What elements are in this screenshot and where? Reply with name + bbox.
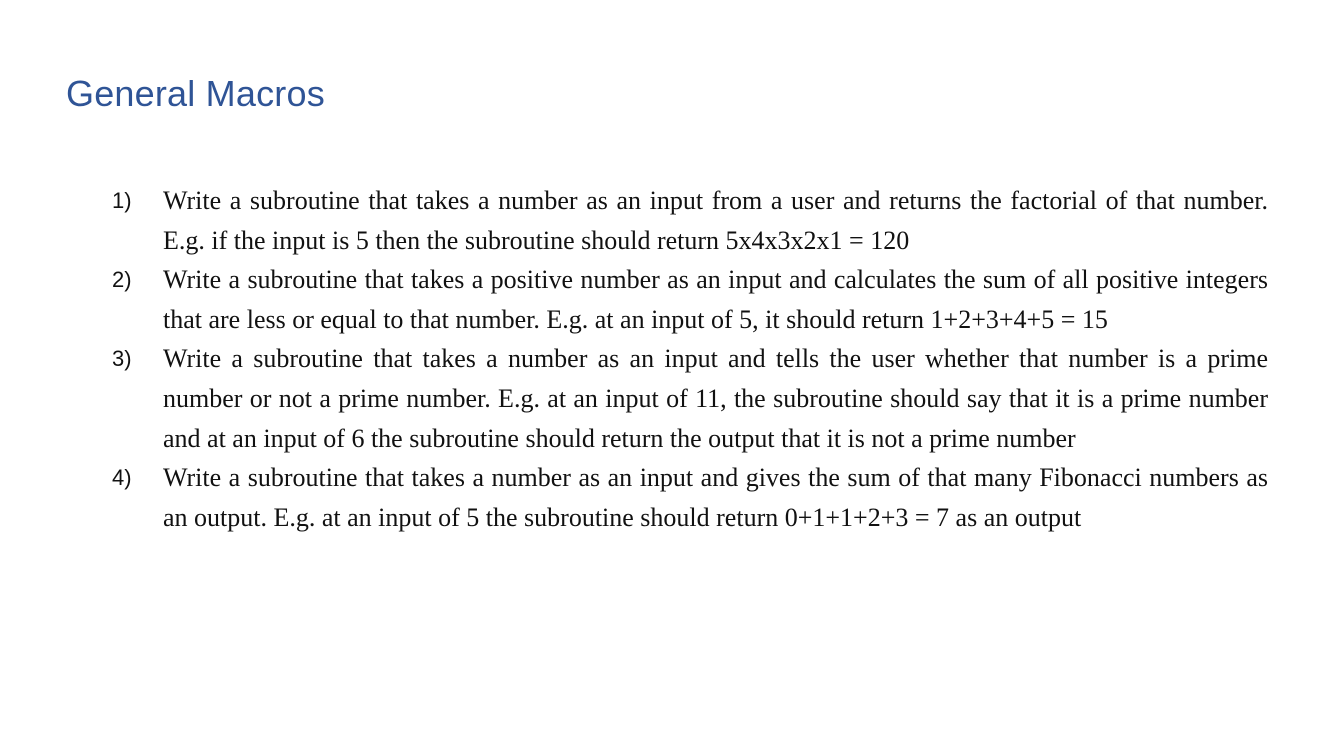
- list-item: [112, 339, 1268, 458]
- item-text: Write a subroutine that takes a number as an input and gives the sum of that many Fibonacci numbers as an output. E.g. at an input of 5 the subroutine should return 0+1+1+2+3 = 7 as an output: [163, 463, 1268, 532]
- task-list: [112, 181, 1268, 537]
- list-item: [112, 458, 1268, 537]
- item-text: Write a subroutine that takes a positive number as an input and calculates the sum of all positive integers that are less or equal to that number. E.g. at an input of 5, it should return 1+2+3+4+5 = 15: [163, 265, 1268, 334]
- list-item: [112, 181, 1268, 260]
- item-number: 4): [112, 465, 132, 491]
- item-number: 3): [112, 346, 132, 372]
- list-item: [112, 260, 1268, 339]
- item-text: Write a subroutine that takes a number as an input from a user and returns the factorial of that number. E.g. if the input is 5 then the subroutine should return 5x4x3x2x1 = 120: [163, 186, 1268, 255]
- item-text: Write a subroutine that takes a number as an input and tells the user whether that number is a prime number or not a prime number. E.g. at an input of 11, the subroutine should say that it is a prime number and at an input of 6 the subroutine should return the output that it is not a prime number: [163, 344, 1268, 453]
- item-number: 2): [112, 267, 132, 293]
- item-number: 1): [112, 188, 132, 213]
- page-title: General Macros: [66, 73, 325, 114]
